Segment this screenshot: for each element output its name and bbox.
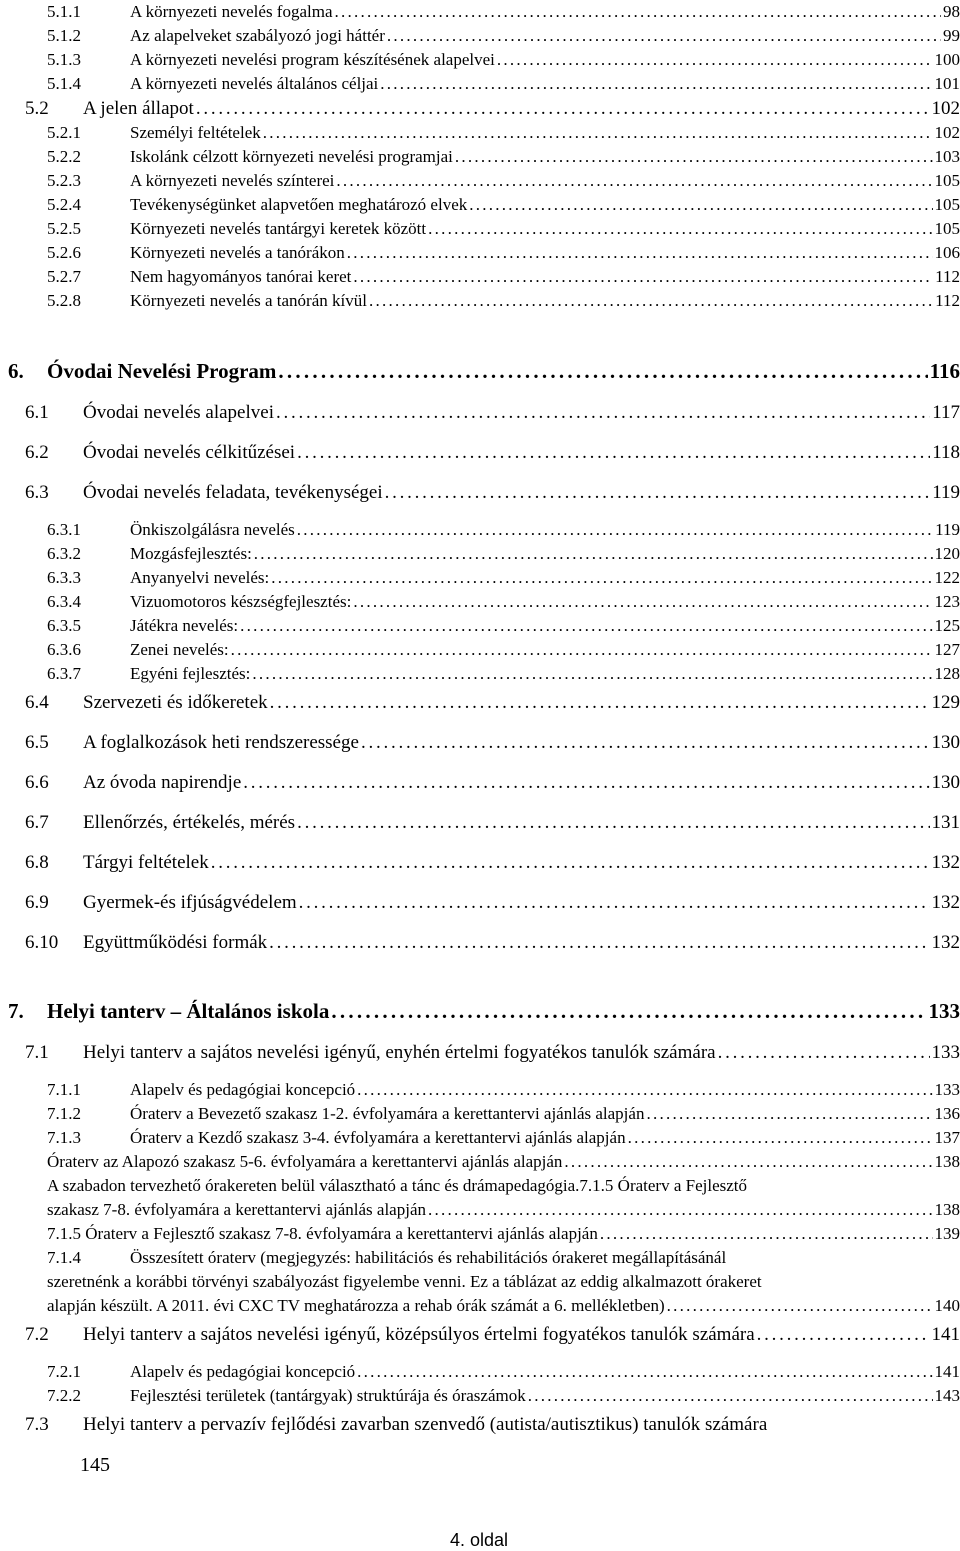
toc-entry-page: 125 [935,616,960,636]
toc-entry-number: 5.2.7 [47,267,81,287]
toc-entry-number: 6.3.4 [47,592,81,612]
toc-entry-page: 105 [935,171,960,191]
toc-entry-number: 7.1.3 [47,1128,81,1148]
toc-entry-number: 6.3.7 [47,664,81,684]
toc-entry-number: 6.3.5 [47,616,81,636]
toc-entry[interactable] [0,568,960,590]
toc-entry-number: 7.1.4 [47,1248,81,1268]
toc-entry[interactable] [0,291,960,313]
toc-entry-page: 100 [935,50,960,70]
dot-leader [387,26,941,46]
toc-entry-title: Óvodai nevelés alapelvei [83,402,274,424]
toc-entry[interactable] [0,932,960,956]
continuation-page-number: 145 [80,1454,110,1477]
toc-entry-page: 129 [932,692,960,714]
toc-entry-page: 141 [932,1324,960,1346]
toc-entry[interactable] [0,147,960,169]
toc-entry-title: Fejlesztési területek (tantárgyak) struktúrája és óraszámok [130,1386,526,1406]
toc-entry-page: 138 [935,1200,960,1220]
toc-entry[interactable] [0,402,960,426]
dot-leader [357,1362,932,1382]
dot-leader [196,98,930,120]
page-footer: 4. oldal [450,1530,508,1551]
toc-entry-number: 6.10 [25,932,58,954]
toc-entry-page: 131 [932,812,960,834]
toc-entry-number: 5.2.2 [47,147,81,167]
toc-entry-number: 5.2 [25,98,49,120]
toc-entry-page: 143 [935,1386,960,1406]
toc-entry[interactable] [0,1200,960,1222]
toc-entry-title: Helyi tanterv a pervazív fejlődési zavarban szenvedő (autista/autisztikus) tanulók számára [83,1414,767,1436]
toc-entry[interactable] [0,812,960,836]
toc-entry[interactable] [0,98,960,122]
toc-entry-number: 7.2.2 [47,1386,81,1406]
toc-entry-number: 5.2.4 [47,195,81,215]
toc-entry[interactable] [0,359,960,385]
toc-entry-title: Óraterv a Kezdő szakasz 3-4. évfolyamára a kerettantervi ajánlás alapján [130,1128,626,1148]
dot-leader [628,1128,933,1148]
toc-entry-number: 7.2 [25,1324,49,1346]
toc-entry-title: Játékra nevelés: [130,616,238,636]
toc-entry-number: 6.3 [25,482,49,504]
toc-entry-page: 120 [935,544,960,564]
toc-entry-title: Környezeti nevelés a tanórán kívül [130,291,367,311]
dot-leader [240,616,932,636]
dot-leader [646,1104,932,1124]
toc-entry-title: Helyi tanterv a sajátos nevelési igényű, középsúlyos értelmi fogyatékos tanulók számára [83,1324,755,1346]
toc-entry-number: 6.8 [25,852,49,874]
toc-entry-number: 6.3.2 [47,544,81,564]
toc-entry[interactable] [0,1296,960,1318]
toc-entry[interactable] [0,1152,960,1174]
toc-entry[interactable] [0,195,960,217]
toc-entry[interactable] [0,1362,960,1384]
toc-entry-page: 102 [935,123,960,143]
dot-leader [271,568,932,588]
toc-entry-title: Helyi tanterv a sajátos nevelési igényű, enyhén értelmi fogyatékos tanulók számára [83,1042,716,1064]
toc-entry-title: Helyi tanterv – Általános iskola [47,999,329,1023]
toc-entry-number: 5.2.6 [47,243,81,263]
toc-entry-number: 6.3.3 [47,568,81,588]
toc-entry-page: 132 [932,932,960,954]
toc-entry-title: Óvodai Nevelési Program [47,359,276,383]
toc-entry[interactable] [0,1128,960,1150]
dot-leader [469,195,932,215]
toc-entry-page: 137 [935,1128,960,1148]
dot-leader [252,664,932,684]
toc-entry-title: Gyermek-és ifjúságvédelem [83,892,297,914]
toc-entry-number: 5.1.1 [47,2,81,22]
toc-entry-page: 136 [935,1104,960,1124]
dot-leader [211,852,930,874]
dot-leader [269,932,929,954]
toc-entry-page: 130 [932,732,960,754]
toc-entry-page: 106 [935,243,960,263]
toc-entry-title: Környezeti nevelés tantárgyi keretek között [130,219,426,239]
toc-entry-page: 127 [935,640,960,660]
dot-leader [297,442,930,464]
toc-entry[interactable] [0,544,960,566]
dot-leader [380,74,932,94]
toc-entry-number: 7.1 [25,1042,49,1064]
toc-entry-title: Óraterv a Bevezető szakasz 1-2. évfolyamára a kerettantervi ajánlás alapján [130,1104,644,1124]
toc-entry-number: 7.1.1 [47,1080,81,1100]
toc-entry-title: szeretnénk a korábbi törvényi szabályozást figyelembe venni. Ez a táblázat az eddig alkalmazott órakeret [47,1272,762,1292]
toc-entry[interactable] [0,1272,960,1294]
dot-leader [254,544,933,564]
toc-entry-number: 7.1.2 [47,1104,81,1124]
toc-entry-title: Együttműködési formák [83,932,267,954]
toc-entry-page: 118 [932,442,960,464]
toc-entry-page: 103 [935,147,960,167]
toc-entry[interactable] [0,74,960,96]
dot-leader [497,50,933,70]
toc-entry[interactable] [0,772,960,796]
toc-entry-number: 6.3.6 [47,640,81,660]
toc-entry-title: Alapelv és pedagógiai koncepció [130,1080,355,1100]
toc-entry-title: Környezeti nevelés a tanórákon [130,243,345,263]
dot-leader [270,692,930,714]
dot-leader [361,732,930,754]
toc-entry-page: 99 [943,26,960,46]
toc-entry-page: 116 [930,359,960,383]
toc-entry[interactable] [0,1414,960,1438]
dot-leader [385,482,931,504]
toc-entry[interactable] [0,1176,960,1198]
toc-entry-page: 119 [932,482,960,504]
toc-entry[interactable] [0,732,960,756]
toc-entry-page: 132 [932,892,960,914]
toc-entry-title: 7.1.5 Óraterv a Fejlesztő szakasz 7-8. évfolyamára a kerettantervi ajánlás alapján [47,1224,598,1244]
toc-entry-title: Óvodai nevelés célkitűzései [83,442,295,464]
toc-entry-title: A környezeti nevelési program készítésének alapelvei [130,50,495,70]
dot-leader [600,1224,933,1244]
toc-entry-page: 138 [935,1152,960,1172]
toc-entry-page: 130 [932,772,960,794]
toc-entry-number: 5.2.8 [47,291,81,311]
toc-entry-title: A jelen állapot [83,98,194,120]
toc-entry[interactable] [0,999,960,1025]
dot-leader [667,1296,933,1316]
toc-entry-number: 6.7 [25,812,49,834]
toc-entry-page: 133 [935,1080,960,1100]
dot-leader [331,999,926,1023]
toc-entry[interactable] [0,1224,960,1246]
toc-entry-page: 139 [935,1224,960,1244]
toc-entry-number: 6.5 [25,732,49,754]
toc-entry[interactable] [0,592,960,614]
dot-leader [297,812,929,834]
toc-entry-number: 6.3.1 [47,520,81,540]
toc-entry[interactable] [0,692,960,716]
toc-entry-title: szakasz 7-8. évfolyamára a kerettantervi ajánlás alapján [47,1200,426,1220]
toc-entry-title: Az alapelveket szabályozó jogi háttér [130,26,385,46]
toc-entry[interactable] [0,243,960,265]
toc-entry-number: 6.9 [25,892,49,914]
toc-entry[interactable] [0,482,960,506]
toc-entry-title: A környezeti nevelés általános céljai [130,74,378,94]
toc-entry-title: Tárgyi feltételek [83,852,209,874]
dot-leader [243,772,929,794]
toc-entry[interactable] [0,520,960,542]
toc-entry-title: Egyéni fejlesztés: [130,664,250,684]
toc-entry[interactable] [0,123,960,145]
dot-leader [263,123,933,143]
toc-entry-number: 5.2.3 [47,171,81,191]
toc-entry-page: 122 [935,568,960,588]
dot-leader [336,171,932,191]
toc-entry-number: 6.4 [25,692,49,714]
toc-entry[interactable] [0,852,960,876]
toc-entry-number: 5.1.3 [47,50,81,70]
dot-leader [335,2,941,22]
toc-entry-page: 141 [935,1362,960,1382]
toc-entry[interactable] [0,640,960,662]
toc-entry-number: 6.2 [25,442,49,464]
dot-leader [276,402,930,424]
toc-entry[interactable] [0,1324,960,1348]
toc-entry-page: 105 [935,219,960,239]
toc-entry-number: 5.1.4 [47,74,81,94]
toc-entry-number: 6.6 [25,772,49,794]
toc-entry[interactable] [0,892,960,916]
toc-entry-number: 5.2.1 [47,123,81,143]
toc-entry-title: A foglalkozások heti rendszeressége [83,732,359,754]
toc-entry-page: 117 [932,402,960,424]
dot-leader [528,1386,933,1406]
toc-entry[interactable] [0,616,960,638]
toc-entry-number: 6. [8,359,24,383]
toc-entry[interactable] [0,1042,960,1066]
toc-entry[interactable] [0,1104,960,1126]
toc-entry-page: 119 [935,520,960,540]
toc-entry-title: Személyi feltételek [130,123,261,143]
toc-entry-page: 102 [932,98,960,120]
dot-leader [428,219,932,239]
toc-entry[interactable] [0,442,960,466]
toc-entry-title: Összesített óraterv (megjegyzés: habilitációs és rehabilitációs órakeret megállapításánál [130,1248,726,1268]
toc-entry[interactable] [0,171,960,193]
dot-leader [369,291,933,311]
dot-leader [347,243,933,263]
toc-entry-title: Anyanyelvi nevelés: [130,568,269,588]
toc-entry-page: 132 [932,852,960,874]
toc-entry-number: 7.2.1 [47,1362,81,1382]
toc-entry-title: Óvodai nevelés feladata, tevékenységei [83,482,383,504]
toc-entry-title: Tevékenységünket alapvetően meghatározó elvek [130,195,467,215]
toc-entry-number: 6.1 [25,402,49,424]
toc-entry[interactable] [0,1386,960,1408]
toc-entry[interactable] [0,2,960,24]
dot-leader [299,892,930,914]
toc-entry-number: 7. [8,999,24,1023]
toc-entry-page: 101 [935,74,960,94]
toc-entry-title: Iskolánk célzott környezeti nevelési programjai [130,147,453,167]
toc-entry[interactable] [0,664,960,686]
toc-entry-title: A szabadon tervezhető órakereten belül választható a tánc és drámapedagógia.7.1.5 Óraterv a Fejlesztő [47,1176,747,1196]
toc-entry-page: 112 [935,267,960,287]
toc-entry-title: alapján készült. A 2011. évi CXC TV meghatározza a rehab órák számát a 6. mellékletben) [47,1296,665,1316]
dot-leader [428,1200,933,1220]
toc-entry-number: 7.3 [25,1414,49,1436]
toc-entry-page: 133 [932,1042,960,1064]
dot-leader [757,1324,930,1346]
toc-entry[interactable] [0,50,960,72]
toc-entry-title: Mozgásfejlesztés: [130,544,252,564]
toc-entry-page: 98 [943,2,960,22]
toc-entry-page: 105 [935,195,960,215]
toc-entry-title: A környezeti nevelés fogalma [130,2,333,22]
toc-entry-title: Önkiszolgálásra nevelés [130,520,295,540]
toc-entry[interactable] [0,267,960,289]
toc-entry-title: A környezeti nevelés színterei [130,171,334,191]
dot-leader [718,1042,930,1064]
dot-leader [353,592,932,612]
dot-leader [278,359,927,383]
toc-entry-page: 128 [935,664,960,684]
dot-leader [564,1152,932,1172]
toc-entry-page: 133 [929,999,960,1023]
toc-entry[interactable] [0,1080,960,1102]
toc-entry-page: 140 [935,1296,960,1316]
toc-entry-title: Vizuomotoros készségfejlesztés: [130,592,351,612]
toc-entry-title: Az óvoda napirendje [83,772,241,794]
toc-entry-title: Nem hagyományos tanórai keret [130,267,351,287]
toc-entry[interactable] [0,26,960,48]
toc-entry-title: Óraterv az Alapozó szakasz 5-6. évfolyamára a kerettantervi ajánlás alapján [47,1152,562,1172]
toc-entry[interactable] [0,1248,960,1270]
dot-leader [231,640,933,660]
dot-leader [297,520,933,540]
toc-entry-title: Zenei nevelés: [130,640,229,660]
toc-entry-title: Alapelv és pedagógiai koncepció [130,1362,355,1382]
toc-entry[interactable] [0,219,960,241]
toc-entry-number: 5.1.2 [47,26,81,46]
dot-leader [357,1080,932,1100]
toc-entry-page: 112 [935,291,960,311]
dot-leader [353,267,933,287]
toc-entry-number: 5.2.5 [47,219,81,239]
toc-entry-page: 123 [935,592,960,612]
toc-entry-title: Szervezeti és időkeretek [83,692,268,714]
dot-leader [455,147,933,167]
toc-entry-title: Ellenőrzés, értékelés, mérés [83,812,295,834]
